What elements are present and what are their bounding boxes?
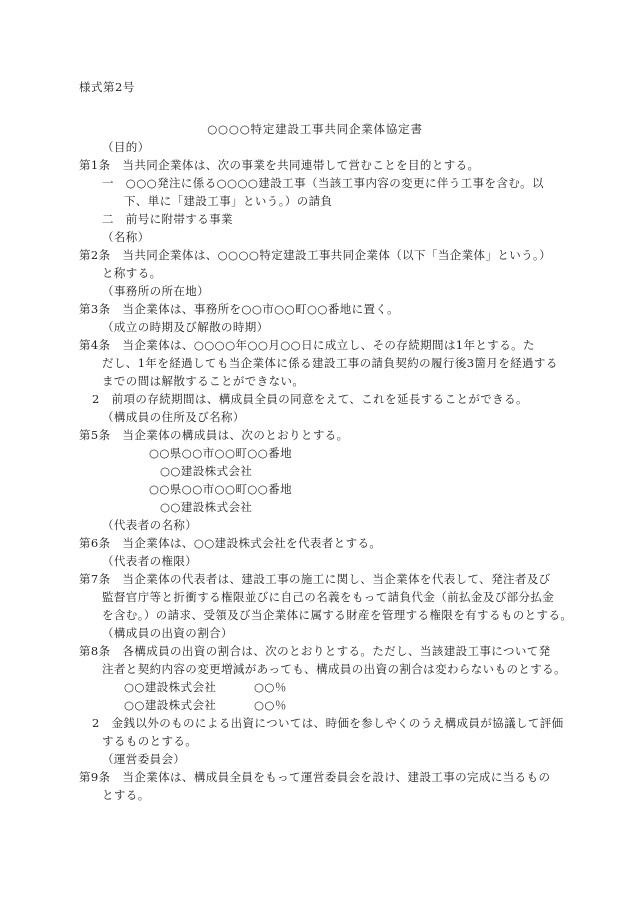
- article-8-para-2: 2 金銭以外のものによる出資については、時価を参しやくのうえ構成員が協議して評価: [92, 716, 564, 730]
- article-4: 第4条 当企業体は、○○○○年○○月○○日に成立し、その存続期間は1年とする。た: [79, 338, 535, 352]
- article-8-para-2-cont: するものとする。: [102, 734, 198, 748]
- article-1: 第1条 当共同企業体は、次の事業を共同連帯して営むことを目的とする。: [79, 158, 480, 172]
- article-3: 第3条 当企業体は、事務所を○○市○○町○○番地に置く。: [79, 302, 399, 316]
- member-2-address: ○○県○○市○○町○○番地: [149, 482, 292, 496]
- caption-members: （構成員の住所及び名称）: [102, 410, 245, 424]
- caption-purpose: （目的）: [102, 140, 150, 154]
- article-7-cont-1: 監督官庁等と折衝する権限並びに自己の名義をもって請負代金（前払金及び部分払金: [102, 590, 555, 604]
- member-1-address: ○○県○○市○○町○○番地: [149, 446, 292, 460]
- article-6: 第6条 当企業体は、○○建設株式会社を代表者とする。: [79, 536, 382, 550]
- share-1-percent: ○○％: [254, 680, 287, 694]
- document-title: ○○○○特定建設工事共同企業体協定書: [207, 122, 423, 136]
- article-7: 第7条 当企業体の代表者は、建設工事の施工に関し、当企業体を代表して、発注者及び: [79, 572, 551, 586]
- member-1-name: ○○建設株式会社: [160, 464, 253, 478]
- article-4-cont-1: だし、1年を経過しても当企業体に係る建設工事の請負契約の履行後3箇月を経過する: [102, 356, 558, 370]
- caption-representative: （代表者の名称）: [102, 518, 198, 532]
- article-8: 第8条 各構成員の出資の割合は、次のとおりとする。ただし、当該建設工事について発: [79, 644, 551, 658]
- article-8-cont: 注者と契約内容の変更増減があっても、構成員の出資の割合は変わらないものとする。: [102, 662, 566, 676]
- article-2-cont: と称する。: [102, 266, 162, 280]
- caption-office: （事務所の所在地）: [102, 284, 210, 298]
- article-1-item-1-cont: 下、単に「建設工事」という。）の請負: [124, 194, 333, 208]
- caption-investment: （構成員の出資の割合）: [102, 626, 233, 640]
- caption-authority: （代表者の権限）: [102, 554, 198, 568]
- share-2-company: ○○建設株式会社: [124, 698, 217, 712]
- caption-period: （成立の時期及び解散の時期）: [102, 320, 269, 334]
- member-2-name: ○○建設株式会社: [160, 500, 253, 514]
- article-1-item-1: 一 ○○○発注に係る○○○○建設工事（当該工事内容の変更に伴う工事を含む。以: [102, 176, 544, 190]
- caption-committee: （運営委員会）: [102, 752, 186, 766]
- form-number: 様式第2号: [79, 80, 135, 94]
- article-7-cont-2: を含む。）の請求、受領及び当企業体に属する財産を管理する権限を有するものとする。: [102, 608, 573, 622]
- article-9: 第9条 当企業体は、構成員全員をもって運営委員会を設け、建設工事の完成に当るもの: [79, 770, 551, 784]
- share-1-company: ○○建設株式会社: [124, 680, 217, 694]
- caption-name: （名称）: [102, 230, 150, 244]
- article-2: 第2条 当共同企業体は、○○○○特定建設工事共同企業体（以下「当企業体」という。）: [79, 248, 552, 262]
- article-4-cont-2: までの間は解散することができない。: [102, 374, 305, 388]
- article-5: 第5条 当企業体の構成員は、次のとおりとする。: [79, 428, 349, 442]
- article-4-para-2: 2 前項の存続期間は、構成員全員の同意をえて、これを延長することができる。: [92, 392, 528, 406]
- share-2-percent: ○○％: [254, 698, 287, 712]
- article-1-item-2: 二 前号に附帯する事業: [102, 212, 233, 226]
- article-9-cont: とする。: [102, 788, 150, 802]
